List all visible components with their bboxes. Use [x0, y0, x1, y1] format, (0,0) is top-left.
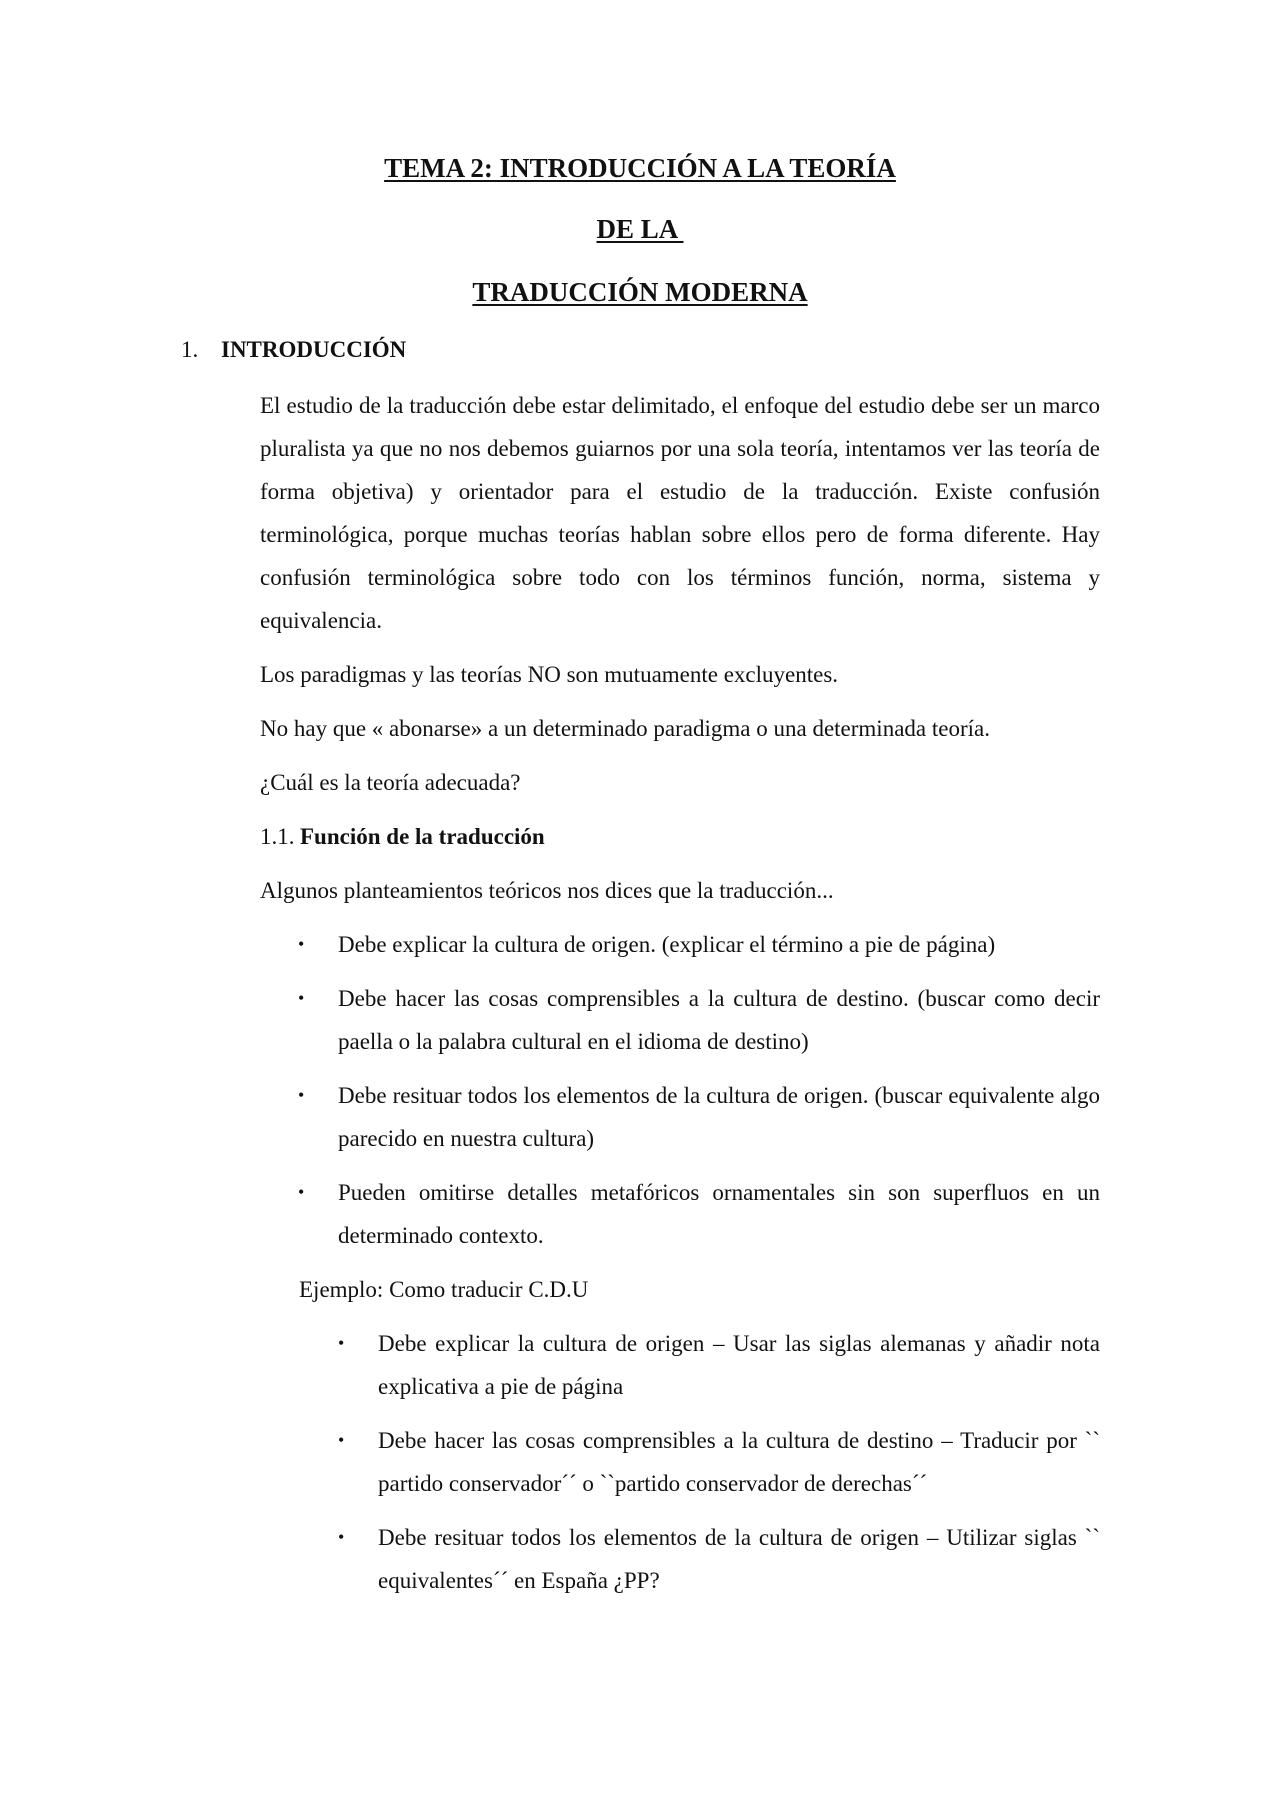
list-item-text: Debe explicar la cultura de origen – Usar las siglas alemanas y añadir nota explicativa a pie de página — [378, 1331, 1100, 1399]
bullet-icon: • — [298, 988, 305, 1008]
section-title: INTRODUCCIÓN — [221, 337, 407, 362]
paragraph: Los paradigmas y las teorías NO son mutuamente excluyentes. — [260, 662, 839, 687]
document-content — [260, 384, 1100, 1613]
section-number: 1. — [181, 337, 199, 362]
bullet-icon: • — [338, 1430, 345, 1450]
list-item — [260, 1074, 1100, 1160]
bullet-icon: • — [298, 1085, 305, 1105]
paragraph: No hay que « abonarse» a un determinado paradigma o una determinada teoría. — [260, 716, 990, 741]
paragraph: El estudio de la traducción debe estar delimitado, el enfoque del estudio debe ser un marco pluralista ya que no nos debemos guiarnos por una sola teoría, intentamos ver las teoría de forma objetiva) y orientador para el estudio de la traducción. Existe confusión terminológica, porque muchas teorías hablan sobre ellos pero de forma diferente. Hay confusión terminológica sobre todo con los términos función, norma, sistema y equivalencia. — [260, 393, 1100, 633]
function-bullet-list — [260, 923, 1100, 1257]
title-line-1: TEMA 2: INTRODUCCIÓN A LA TEORÍA — [384, 153, 896, 183]
list-item — [260, 1419, 1100, 1505]
title-line-2: DE LA — [596, 214, 684, 244]
list-item — [260, 1171, 1100, 1257]
list-item — [260, 977, 1100, 1063]
subsection-heading-funcion — [260, 815, 1100, 858]
example-bullet-list — [260, 1322, 1100, 1602]
section-heading-introduccion — [181, 334, 406, 366]
bullet-icon: • — [338, 1333, 345, 1353]
subsection-title: Función de la traducción — [300, 824, 545, 849]
bullet-icon: • — [298, 1182, 305, 1202]
bullet-icon: • — [298, 934, 305, 954]
subsection-number: 1.1. — [260, 824, 295, 849]
list-item — [260, 923, 1100, 966]
list-item-text: Debe resituar todos los elementos de la cultura de origen. (buscar equivalente algo parecido en nuestra cultura) — [338, 1083, 1100, 1151]
list-item-text: Debe hacer las cosas comprensibles a la cultura de destino – Traducir por `` partido conservador´´ o ``partido conservador de derechas´´ — [378, 1428, 1100, 1496]
subsection-intro: Algunos planteamientos teóricos nos dices que la traducción... — [260, 878, 834, 903]
example-label: Ejemplo: Como traducir C.D.U — [299, 1277, 589, 1302]
list-item — [260, 1322, 1100, 1408]
paragraph: ¿Cuál es la teoría adecuada? — [260, 770, 521, 795]
list-item — [260, 1516, 1100, 1602]
list-item-text: Debe explicar la cultura de origen. (explicar el término a pie de página) — [338, 932, 996, 957]
list-item-text: Debe resituar todos los elementos de la cultura de origen – Utilizar siglas `` equivalentes´´ en España ¿PP? — [378, 1525, 1100, 1593]
list-item-text: Debe hacer las cosas comprensibles a la cultura de destino. (buscar como decir paella o la palabra cultural en el idioma de destino) — [338, 986, 1100, 1054]
list-item-text: Pueden omitirse detalles metafóricos ornamentales sin son superfluos en un determinado contexto. — [338, 1180, 1100, 1248]
title-line-3: TRADUCCIÓN MODERNA — [472, 277, 808, 307]
bullet-icon: • — [338, 1527, 345, 1547]
